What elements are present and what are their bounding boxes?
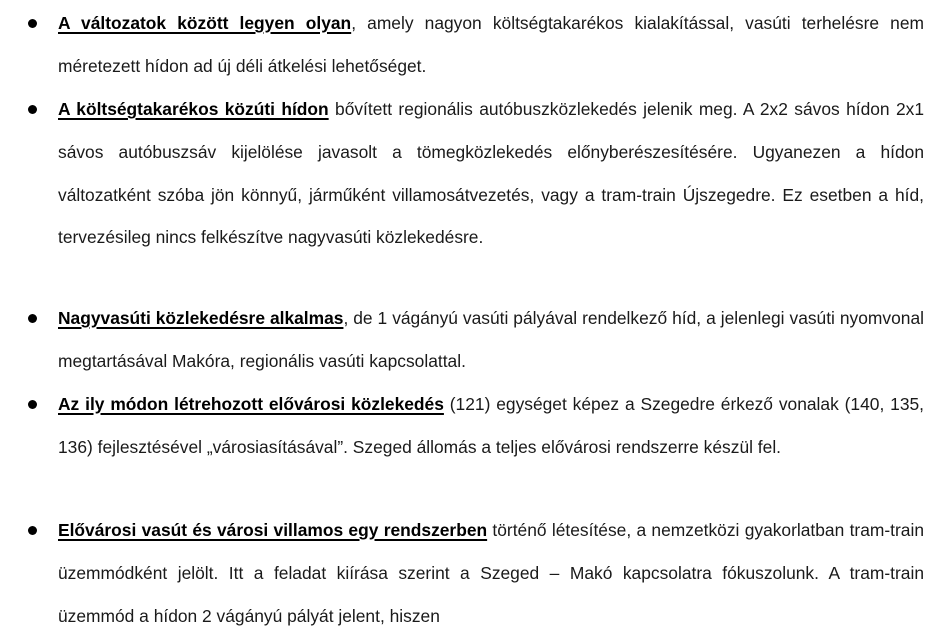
bullet-body-text: bővített regionális autóbuszközlekedés jelenik meg. A 2x2 sávos hídon 2x1 sávos autóbuszsáv kijelölése javasolt a tömegközlekedés előnyberészesítésére. Ugyanezen a hídon változatként szóba jön könnyű, járműként villamosátvezetés, vagy a tram-train Újszegedre. Ez esetben a híd, tervezésileg nincs felkészítve nagyvasúti közlekedésre. (58, 99, 924, 248)
bullet-body-text: , amely nagyon költségtakarékos kialakítással, vasúti terhelésre nem méretezett hídon ad új déli átkelési lehetőséget. (58, 13, 924, 76)
bullet-lead-text: Nagyvasúti közlekedésre alkalmas (58, 308, 344, 328)
bullet-dot-icon (28, 88, 40, 131)
bullet-dot-icon (28, 509, 40, 552)
bullet-dot-icon (28, 297, 40, 340)
bullet-dot-icon (28, 2, 40, 45)
bullet-body-text: történő létesítése, a nemzetközi gyakorlatban tram-train üzemmódként jelölt. Itt a feladat kiírása szerint a Szeged – Makó kapcsolatra fókuszolunk. A tram-train üzemmód a hídon 2 vágányú pályát jelent, hiszen (58, 520, 924, 626)
bullet-item (58, 509, 924, 637)
bullet-lead-text: Elővárosi vasút és városi villamos egy rendszerben (58, 520, 488, 540)
bullet-lead-text: A változatok között legyen olyan (58, 13, 352, 33)
bullet-body-text: (121) egységet képez a Szegedre érkező vonalak (140, 135, 136) fejlesztésével „városiasításával”. Szeged állomás a teljes elővárosi rendszerre készül fel. (58, 394, 924, 457)
bullet-item (58, 2, 924, 88)
bullet-lead-text: Az ily módon létrehozott elővárosi közlekedés (58, 394, 444, 414)
bullet-body-text: , de 1 vágányú vasúti pályával rendelkező híd, a jelenlegi vasúti nyomvonal megtartásával Makóra, regionális vasúti kapcsolattal. (58, 308, 924, 371)
bullet-item (58, 297, 924, 383)
bullet-item (58, 383, 924, 469)
bullet-dot-icon (28, 383, 40, 426)
bullet-item (58, 88, 924, 259)
bullet-lead-text: A költségtakarékos közúti hídon (58, 99, 329, 119)
